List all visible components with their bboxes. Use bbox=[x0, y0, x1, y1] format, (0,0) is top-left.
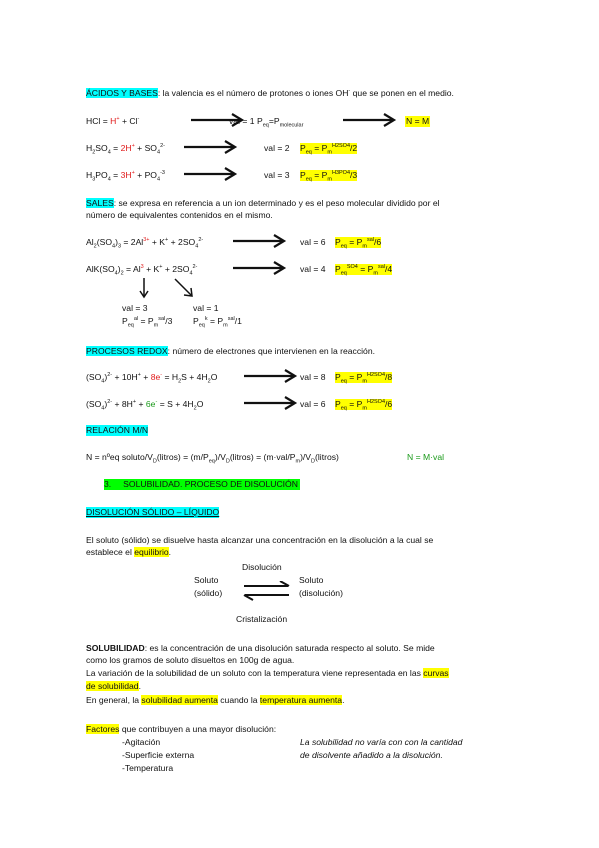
acidos-eq3-result: $P_{eq} = P_m^{H3PO4}/3$ bbox=[300, 170, 358, 183]
factores-item: -Temperatura bbox=[122, 763, 174, 773]
solubilidad-line2: como los gramos de soluto disueltos en 100g de agua. bbox=[86, 655, 295, 665]
arrow-right-icon bbox=[183, 167, 239, 181]
diagram-top-label: Disolución bbox=[242, 562, 282, 572]
acidos-eq3: $H_3PO_4 = 3H^+ + PO_4^{-3}$ bbox=[86, 170, 165, 183]
diagram-right-label-1: Soluto bbox=[299, 575, 324, 585]
redox-eq2-result: $P_{eq} = P_m^{H2SO4}/6$ bbox=[335, 399, 393, 412]
relacion-result: N = M·val bbox=[407, 452, 445, 462]
disolucion-line2: establece el equilibrio. bbox=[86, 547, 172, 557]
sales-sub1-formula: $P_{eq}^{al} = P_m^{sal}/3$ bbox=[122, 316, 173, 329]
disolucion-heading: DISOLUCIÓN SÓLIDO – LÍQUIDO bbox=[86, 507, 220, 517]
solubilidad-line3: La variación de la solubilidad de un soluto con la temperatura viene representada en las curvas bbox=[86, 668, 449, 678]
sales-eq1-result: $P_{eq} = P_m^{sal}/6$ bbox=[335, 237, 382, 250]
redox-eq1: $(SO_4)^{2-} + 10H^+ + 8e^- = H_2S + 4H_2O$ bbox=[86, 372, 218, 385]
sales-paragraph: SALES: se expresa en referencia a un ion determinado y es el peso molecular dividido por el bbox=[86, 198, 440, 208]
sales-eq1-val: val = 6 bbox=[300, 237, 326, 247]
acidos-heading: ÁCIDOS Y BASES bbox=[86, 88, 158, 98]
solubilidad-line4: de solubilidad. bbox=[86, 681, 141, 691]
diagram-right-label-2: (disolución) bbox=[299, 588, 343, 598]
acidos-eq1-val: val = 1 $P_{eq}=P_{molecular}$ bbox=[229, 116, 304, 129]
factores-heading: Factores bbox=[86, 724, 120, 734]
sales-paragraph-line2: número de equivalentes contenidos en el mismo. bbox=[86, 210, 273, 220]
arrow-right-icon bbox=[342, 113, 398, 127]
solubilidad-heading: SOLUBILIDAD bbox=[86, 643, 145, 653]
redox-eq1-result: $P_{eq} = P_m^{H2SO4}/8$ bbox=[335, 372, 393, 385]
acidos-eq3-val: val = 3 bbox=[264, 170, 290, 180]
solubilidad-line1: SOLUBILIDAD: es la concentración de una disolución saturada respecto al soluto. Se mide bbox=[86, 643, 435, 653]
redox-paragraph: PROCESOS REDOX: número de electrones que intervienen en la reacción. bbox=[86, 346, 376, 356]
acidos-eq2-result: $P_{eq} = P_m^{H2SO4}/2$ bbox=[300, 143, 358, 156]
arrow-right-icon bbox=[232, 261, 288, 275]
arrow-right-icon bbox=[243, 369, 299, 383]
arrow-right-icon bbox=[183, 140, 239, 154]
diagram-left-label-1: Soluto bbox=[194, 575, 219, 585]
arrow-down-icon bbox=[137, 277, 151, 299]
solubilidad-line5: En general, la solubilidad aumenta cuando la temperatura aumenta. bbox=[86, 695, 345, 705]
diagram-bottom-label: Cristalización bbox=[236, 614, 288, 624]
relacion-heading: RELACIÓN M/N bbox=[86, 425, 149, 435]
equilibrium-arrows-icon bbox=[242, 581, 292, 601]
acidos-eq1: HCl = H+ + Cl- bbox=[86, 116, 140, 126]
factores-item: -Agitación bbox=[122, 737, 161, 747]
relacion-formula: N = nºeq soluto/$V_D(litros)$ = $(m/P_{eq})/V_D(litros)$ = $(m\cdot val/P_m)/V_D(litros)$ bbox=[86, 452, 339, 465]
sales-eq2-result: $P_{eq}^{SO4} = P_m^{sal}/4$ bbox=[335, 264, 393, 277]
sales-eq2-val: val = 4 bbox=[300, 264, 326, 274]
acidos-eq1-result: N = M bbox=[406, 116, 430, 126]
section-3-heading: 3. SOLUBILIDAD. PROCESO DE DISOLUCIÓN bbox=[104, 479, 298, 489]
arrow-diagonal-icon bbox=[173, 277, 195, 299]
arrow-right-icon bbox=[243, 396, 299, 410]
redox-eq2: $(SO_4)^{2-} + 8H^+ + 6e^- = S + 4H_2O$ bbox=[86, 399, 204, 412]
diagram-left-label-2: (sólido) bbox=[194, 588, 223, 598]
acidos-paragraph: ÁCIDOS Y BASES: la valencia es el número de protones o iones OH- que se ponen en el medio. bbox=[86, 88, 454, 98]
redox-heading: PROCESOS REDOX bbox=[86, 346, 168, 356]
factores-note-line2: de disolvente añadido a la disolución. bbox=[300, 750, 443, 760]
sales-sub2-val: val = 1 bbox=[193, 303, 219, 313]
sales-eq2: $AlK(SO_4)_2 = Al^3 + K^+ + 2SO_4^{2-}$ bbox=[86, 264, 198, 277]
redox-eq2-val: val = 6 bbox=[300, 399, 326, 409]
acidos-eq2-val: val = 2 bbox=[264, 143, 290, 153]
disolucion-line1: El soluto (sólido) se disuelve hasta alcanzar una concentración en la disolución a la cual se bbox=[86, 535, 434, 545]
arrow-right-icon bbox=[232, 234, 288, 248]
sales-heading: SALES bbox=[86, 198, 114, 208]
factores-line: Factores que contribuyen a una mayor disolución: bbox=[86, 724, 277, 734]
sales-sub2-formula: $P_{eq}^k = P_m^{sal}/1$ bbox=[193, 316, 242, 329]
redox-eq1-val: val = 8 bbox=[300, 372, 326, 382]
factores-note-line1: La solubilidad no varía con con la cantidad bbox=[300, 737, 463, 747]
acidos-eq2: $H_2SO_4 = 2H^+ + SO_4^{2-}$ bbox=[86, 143, 165, 156]
sales-sub1-val: val = 3 bbox=[122, 303, 148, 313]
factores-item: -Superficie externa bbox=[122, 750, 195, 760]
sales-eq1: $Al_2(SO_4)_3 = 2Al^{3+} + K^+ + 2SO_4^{2-}$ bbox=[86, 237, 204, 250]
